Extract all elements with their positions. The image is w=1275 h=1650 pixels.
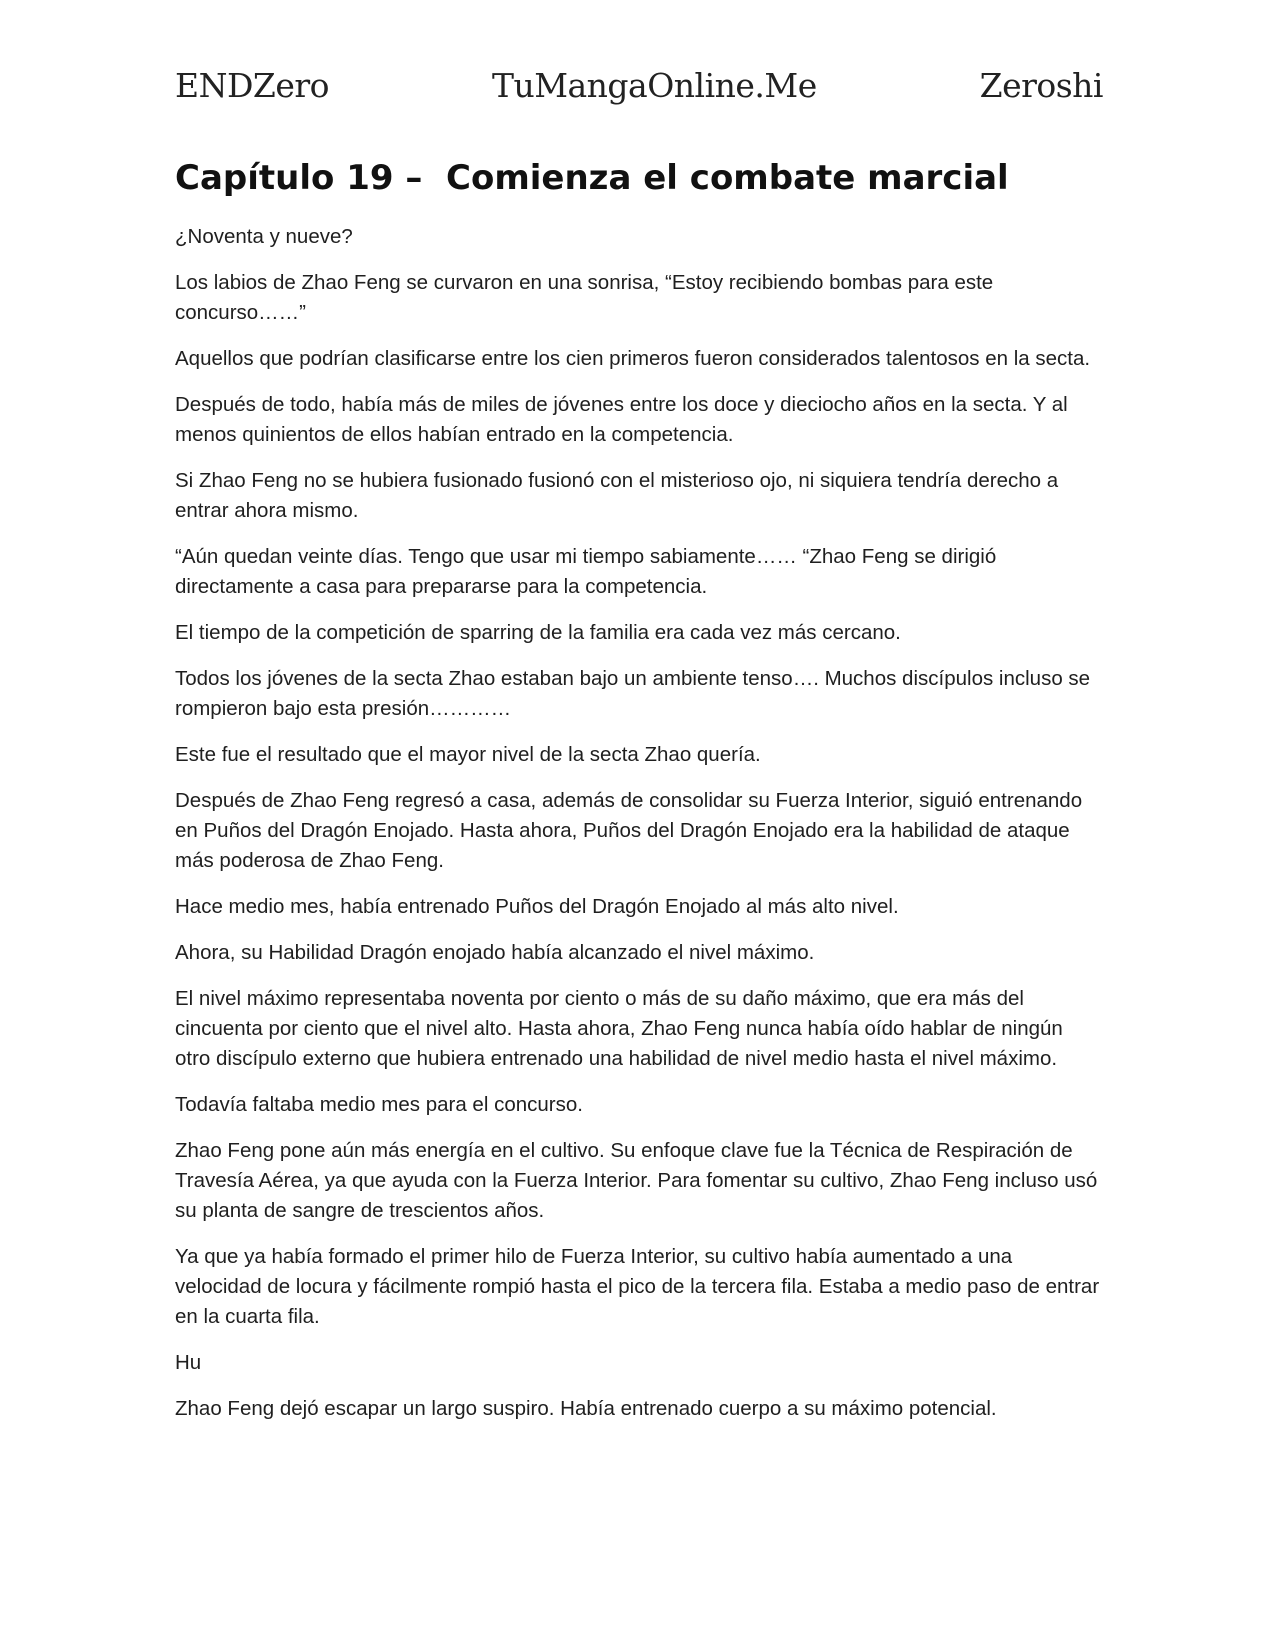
paragraph: Ahora, su Habilidad Dragón enojado había alcanzado el nivel máximo. [175,941,815,964]
page-header [175,66,1103,122]
paragraph: Los labios de Zhao Feng se curvaron en una sonrisa, “Estoy recibiendo bombas para este concurso……” [175,271,994,324]
paragraph: “Aún quedan veinte días. Tengo que usar mi tiempo sabiamente…… “Zhao Feng se dirigió directamente a casa para prepararse para la competencia. [175,545,997,598]
paragraph: Después de Zhao Feng regresó a casa, además de consolidar su Fuerza Interior, siguió entrenando en Puños del Dragón Enojado. Hasta ahora, Puños del Dragón Enojado era la habilidad de ataque más poderosa de Zhao Feng. [175,789,1083,872]
paragraph: ¿Noventa y nueve? [175,225,353,248]
paragraph: Después de todo, había más de miles de jóvenes entre los doce y dieciocho años en la secta. Y al menos quinientos de ellos habían entrado en la competencia. [175,393,1068,446]
paragraph: El nivel máximo representaba noventa por ciento o más de su daño máximo, que era más del cincuenta por ciento que el nivel alto. Hasta ahora, Zhao Feng nunca había oído hablar de ningún otro discípulo externo que hubiera entrenado una habilidad de nivel medio hasta el nivel máximo. [175,987,1063,1070]
paragraph: Aquellos que podrían clasificarse entre los cien primeros fueron considerados talentosos en la secta. [175,347,1091,370]
paragraph: Todavía faltaba medio mes para el concurso. [175,1093,583,1116]
header-site-name: TuMangaOnline.Me [491,66,817,105]
paragraph: Si Zhao Feng no se hubiera fusionado fusionó con el misterioso ojo, ni siquiera tendría derecho a entrar ahora mismo. [175,469,1059,522]
paragraph: Hace medio mes, había entrenado Puños del Dragón Enojado al más alto nivel. [175,895,899,918]
paragraph: Este fue el resultado que el mayor nivel de la secta Zhao quería. [175,743,761,766]
paragraph: Zhao Feng pone aún más energía en el cultivo. Su enfoque clave fue la Técnica de Respiración de Travesía Aérea, ya que ayuda con la Fuerza Interior. Para fomentar su cultivo, Zhao Feng incluso usó su planta de sangre de trescientos años. [175,1139,1098,1222]
paragraph: Hu [175,1351,202,1374]
document-page [175,66,1103,1440]
paragraph: Ya que ya había formado el primer hilo de Fuerza Interior, su cultivo había aumentado a una velocidad de locura y fácilmente rompió hasta el pico de la tercera fila. Estaba a medio paso de entrar en la cuarta fila. [175,1245,1100,1328]
paragraph: Zhao Feng dejó escapar un largo suspiro. Había entrenado cuerpo a su máximo potencial. [175,1397,997,1420]
header-right-credit: Zeroshi [979,66,1103,105]
paragraph: El tiempo de la competición de sparring de la familia era cada vez más cercano. [175,621,901,644]
chapter-title: Capítulo 19 – Comienza el combate marcial [175,158,1009,198]
header-left-credit: ENDZero [175,66,330,105]
paragraph: Todos los jóvenes de la secta Zhao estaban bajo un ambiente tenso…. Muchos discípulos incluso se rompieron bajo esta presión………… [175,667,1091,720]
chapter-body [175,222,1103,1424]
